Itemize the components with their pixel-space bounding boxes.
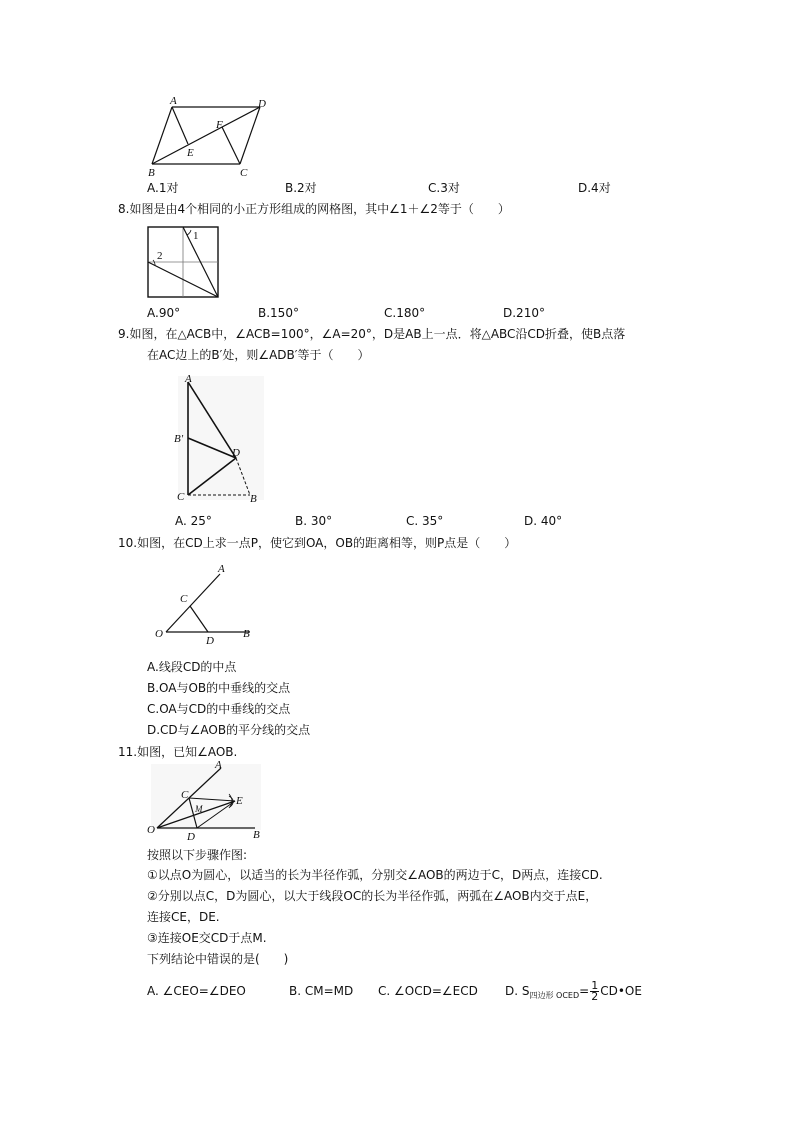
q11-option-c: C. ∠OCD=∠ECD bbox=[378, 984, 478, 998]
q11-steps-intro: 按照以下步骤作图: bbox=[147, 848, 248, 862]
q7-option-d: D.4对 bbox=[578, 181, 611, 195]
fig7-label-f: F bbox=[216, 119, 223, 131]
fig7-label-b: B bbox=[148, 167, 155, 179]
fig9-label-c: C bbox=[177, 491, 185, 503]
q10-option-a: A.线段CD的中点 bbox=[147, 660, 237, 674]
q11-question: 下列结论中错误的是( ) bbox=[147, 952, 289, 966]
triangle-fold-figure bbox=[170, 370, 270, 505]
fig8-angle2-label: 2 bbox=[157, 250, 163, 262]
q10-stem: 10.如图，在CD上求一点P，使它到OA，OB的距离相等，则P点是（ ） bbox=[118, 536, 517, 550]
fig11-label-e: E bbox=[236, 795, 243, 807]
q8-option-d: D.210° bbox=[503, 306, 545, 320]
q10-option-b: B.OA与OB的中垂线的交点 bbox=[147, 681, 291, 695]
fig9-label-b-prime: B' bbox=[174, 433, 184, 445]
fig10-label-d: D bbox=[206, 635, 214, 647]
fig10-label-c: C bbox=[180, 593, 188, 605]
angle-figure-q10 bbox=[150, 560, 260, 645]
q7-option-b: B.2对 bbox=[285, 181, 317, 195]
fraction-one-half bbox=[590, 981, 599, 1002]
fig11-label-c: C bbox=[181, 789, 189, 801]
q11-option-d-prefix: D. S bbox=[505, 984, 530, 998]
q9-option-c: C. 35° bbox=[406, 514, 444, 528]
q11-option-d-subscript: 四边形 OCED bbox=[529, 991, 580, 1000]
angle-bisector-figure bbox=[145, 760, 265, 842]
q10-option-c: C.OA与CD的中垂线的交点 bbox=[147, 702, 291, 716]
fig11-label-m: M bbox=[195, 804, 203, 814]
q11-step1: ①以点O为圆心，以适当的长为半径作弧，分别交∠AOB的两边于C，D两点，连接CD. bbox=[147, 868, 603, 882]
q11-option-d bbox=[505, 976, 642, 1011]
q11-option-d-tail: CD•OE bbox=[600, 984, 642, 998]
fig11-label-a: A bbox=[215, 759, 222, 771]
q11-step2-line2: 连接CE，DE. bbox=[147, 910, 220, 924]
q7-option-a: A.1对 bbox=[147, 181, 179, 195]
q10-option-d: D.CD与∠AOB的平分线的交点 bbox=[147, 723, 311, 737]
q11-step3: ③连接OE交CD于点M. bbox=[147, 931, 267, 945]
q9-stem-line2: 在AC边上的B′处，则∠ADB′等于（ ） bbox=[147, 348, 370, 362]
q9-option-a: A. 25° bbox=[175, 514, 212, 528]
q9-option-d: D. 40° bbox=[524, 514, 563, 528]
fig7-label-e: E bbox=[187, 147, 194, 159]
q8-option-a: A.90° bbox=[147, 306, 181, 320]
fraction-numerator: 1 bbox=[591, 979, 599, 992]
q11-option-b: B. CM=MD bbox=[289, 984, 354, 998]
q11-stem: 11.如图，已知∠AOB. bbox=[118, 745, 238, 759]
fig8-angle1-label: 1 bbox=[193, 230, 199, 242]
fraction-denominator: 2 bbox=[591, 990, 599, 1003]
fig10-label-b: B bbox=[243, 628, 250, 640]
q11-step2-line1: ②分别以点C，D为圆心，以大于线段OC的长为半径作弧，两弧在∠AOB内交于点E， bbox=[147, 889, 598, 903]
q8-option-b: B.150° bbox=[258, 306, 299, 320]
fig10-label-a: A bbox=[218, 563, 225, 575]
grid-figure bbox=[147, 226, 219, 298]
q7-option-c: C.3对 bbox=[428, 181, 460, 195]
q11-option-d-eq: = bbox=[579, 984, 590, 998]
fig10-label-o: O bbox=[155, 628, 163, 640]
fig7-label-c: C bbox=[240, 167, 248, 179]
fig9-label-b: B bbox=[250, 493, 257, 505]
fig11-label-b: B bbox=[253, 829, 260, 841]
fig9-label-d: D bbox=[232, 447, 240, 459]
q8-stem: 8.如图是由4个相同的小正方形组成的网格图，其中∠1＋∠2等于（ ） bbox=[118, 202, 510, 216]
fig7-label-d: D bbox=[258, 98, 266, 110]
fig11-label-o: O bbox=[147, 824, 155, 836]
parallelogram-figure bbox=[140, 92, 280, 182]
fig11-label-d: D bbox=[187, 831, 195, 843]
fig9-label-a: A bbox=[185, 373, 192, 385]
q9-stem-line1: 9.如图，在△ACB中，∠ACB=100°，∠A=20°，D是AB上一点．将△ABC沿CD折叠，使B点落 bbox=[118, 327, 626, 341]
q11-option-a: A. ∠CEO=∠DEO bbox=[147, 984, 246, 998]
fig7-label-a: A bbox=[170, 95, 177, 107]
q8-option-c: C.180° bbox=[384, 306, 426, 320]
q9-option-b: B. 30° bbox=[295, 514, 333, 528]
